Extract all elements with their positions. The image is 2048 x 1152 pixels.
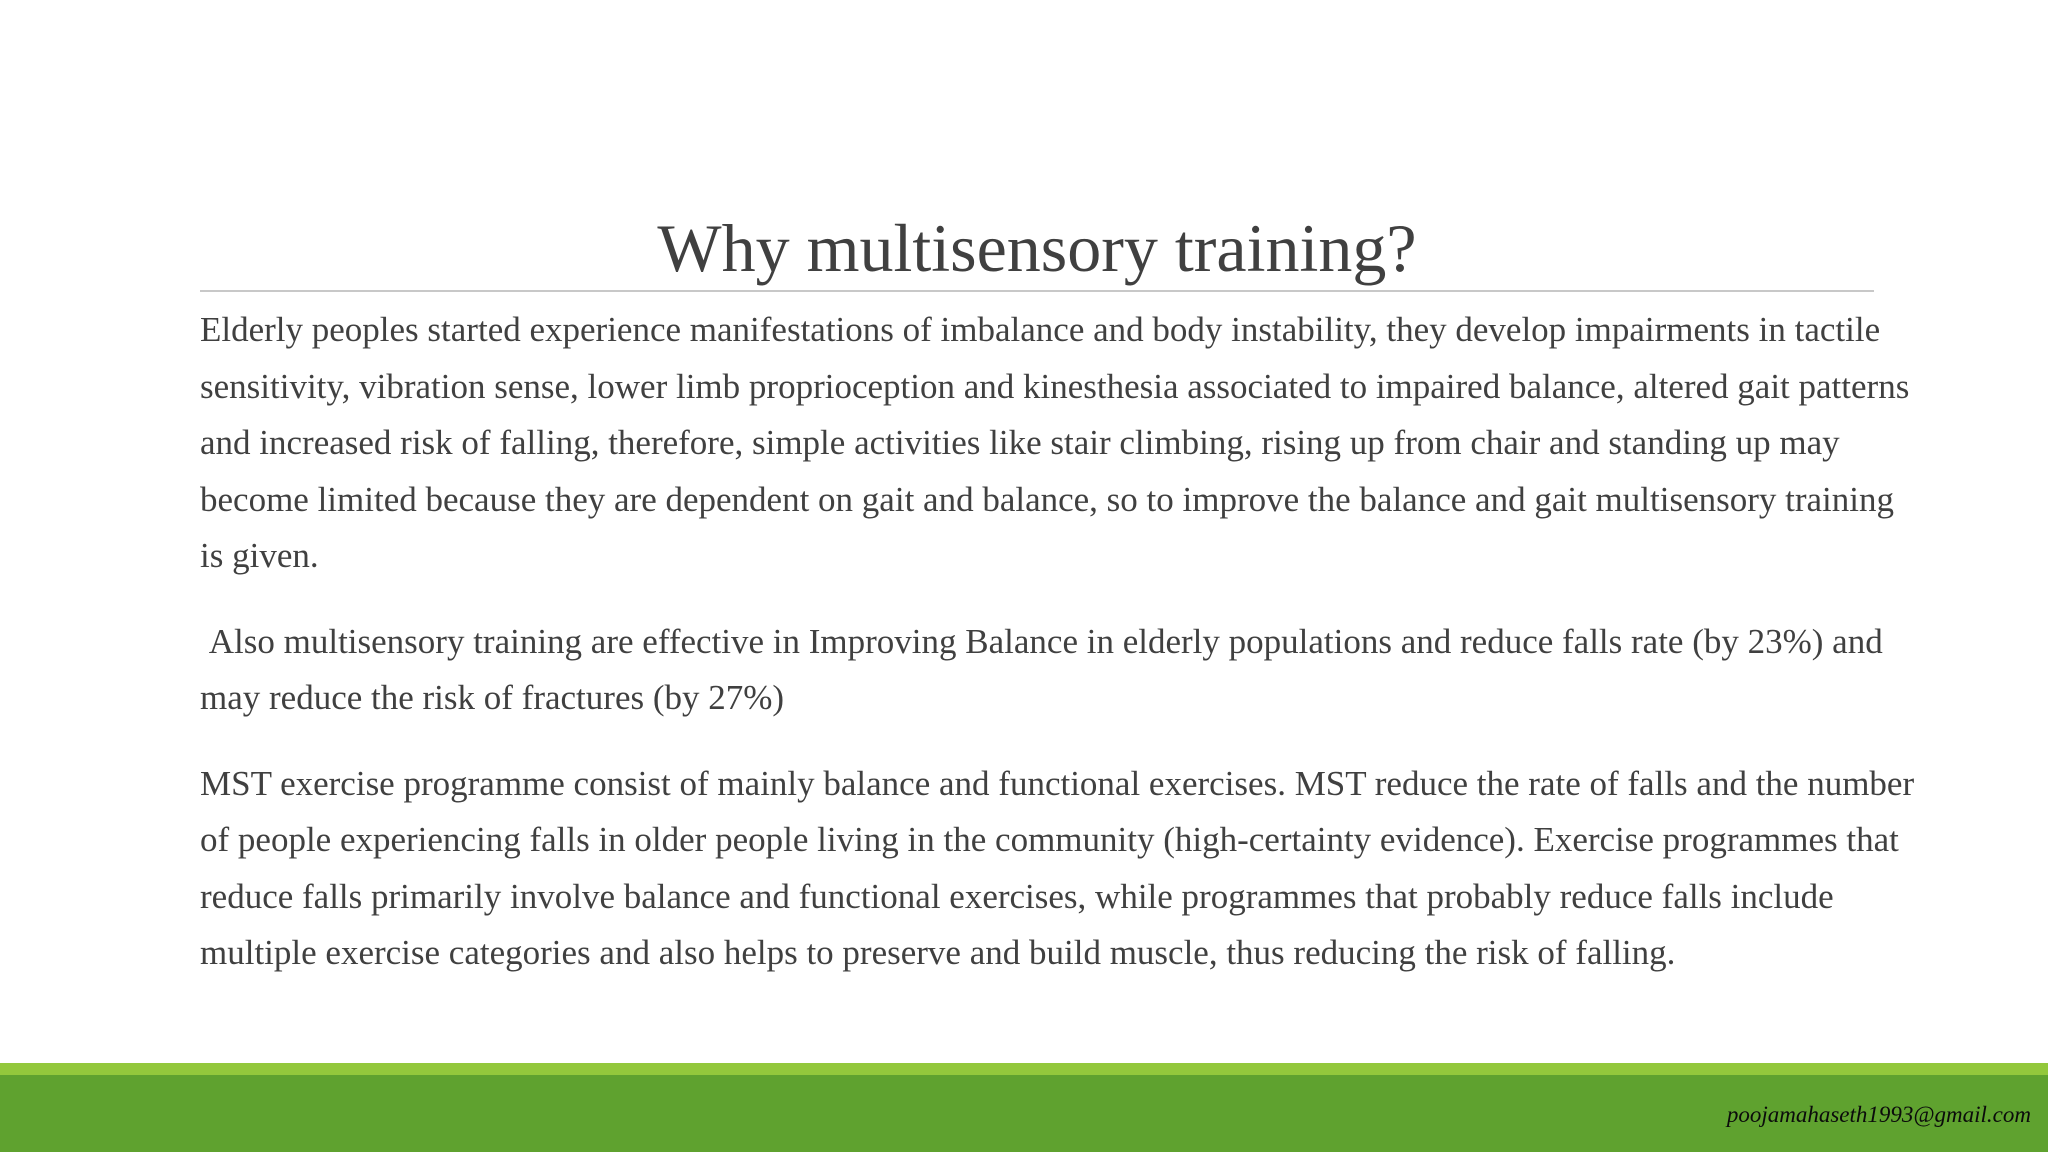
paragraph-effectiveness: Also multisensory training are effective in Improving Balance in elderly populations and reduce falls rate (by 23%) and may reduce the risk of fractures (by 27%): [200, 621, 1883, 717]
footer-band-light: [0, 1063, 2048, 1075]
footer-email: poojamahaseth1993@gmail.com: [1726, 1102, 2031, 1127]
title-divider: [200, 290, 1874, 292]
paragraph-intro: Elderly peoples started experience manifestations of imbalance and body instability, they develop impairments in tactile sensitivity, vibration sense, lower limb proprioception and kinesthesia associated to impaired balance, altered gait patterns and increased risk of falling, therefore, simple activities like stair climbing, rising up from chair and standing up may become limited because they are dependent on gait and balance, so to improve the balance and gait multisensory training is given.: [200, 310, 1910, 575]
slide-body: [200, 302, 1920, 982]
slide-title: Why multisensory training?: [657, 210, 1417, 286]
paragraph-mst-programme: MST exercise programme consist of mainly balance and functional exercises. MST reduce the rate of falls and the number of people experiencing falls in older people living in the community (high-certainty evidence). Exercise programmes that reduce falls primarily involve balance and functional exercises, while programmes that probably reduce falls include multiple exercise categories and also helps to preserve and build muscle, thus reducing the risk of falling.: [200, 763, 1915, 972]
